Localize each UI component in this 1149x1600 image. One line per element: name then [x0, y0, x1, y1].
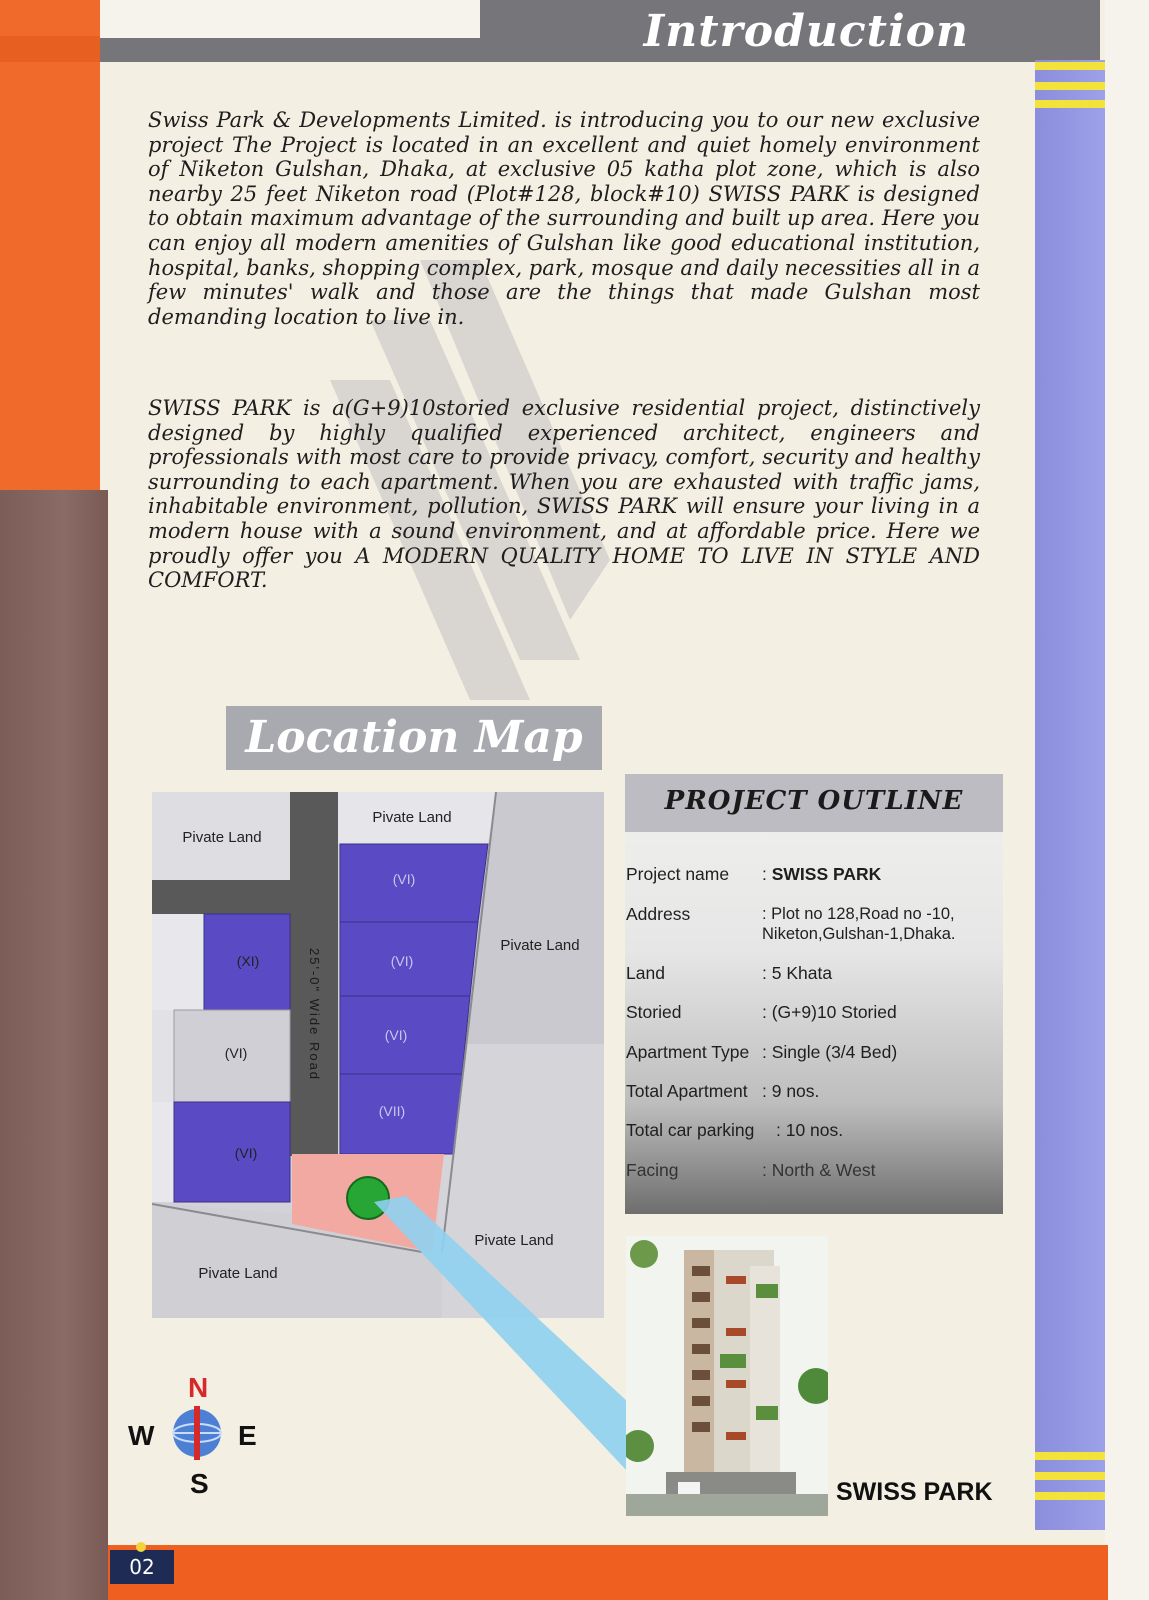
building-image	[626, 1236, 828, 1516]
land-parcel	[152, 1102, 174, 1202]
building-illustration	[626, 1236, 828, 1516]
outline-value: : 10 nos.	[776, 1120, 844, 1140]
header-orange-strip	[0, 36, 100, 62]
road-label: 25'-0" Wide Road	[307, 948, 322, 1082]
map-label: (VI)	[390, 953, 414, 969]
land-parcel	[152, 1010, 174, 1102]
map-label: (VI)	[392, 871, 416, 887]
yellow-stripe	[1035, 82, 1105, 90]
outline-value: : Plot no 128,Road no -10, Niketon,Gulshan-1,Dhaka.	[762, 905, 956, 943]
yellow-stripe	[1035, 1492, 1105, 1500]
outline-value: : SWISS PARK	[762, 864, 882, 884]
page-title: Introduction	[643, 6, 969, 57]
right-blue-band	[1035, 60, 1105, 1530]
location-map-title: Location Map	[226, 706, 602, 770]
outline-value: : North & West	[762, 1160, 876, 1180]
map-label: Pivate Land	[372, 809, 452, 826]
outline-value: : (G+9)10 Storied	[762, 1002, 897, 1022]
yellow-stripe	[1035, 1452, 1105, 1460]
page-number: 02	[110, 1550, 174, 1584]
left-orange-band	[0, 0, 100, 490]
outline-key: Total car parking	[626, 1120, 755, 1140]
outline-key: Apartment Type	[626, 1042, 750, 1062]
intro-paragraph-2: SWISS PARK is a(G+9)10storied exclusive residential project, distinctively designed by highly qualified experienced architect, engineers and professionals with most care to provide privacy, comfort, security and healthy surrounding to each apartment. When you are exhausted with traffic jams, inhabitable environment, pollution, SWISS PARK will ensure your living in a modern house with a sound environment, and at affordable price. Here we proudly offer you A MODERN QUALITY HOME TO LIVE IN STYLE AND COMFORT.	[148, 396, 980, 593]
map-label: Pivate Land	[182, 829, 262, 846]
map-label: Pivate Land	[198, 1265, 278, 1282]
map-label: (VII)	[378, 1103, 406, 1119]
yellow-stripe	[1035, 100, 1105, 108]
compass-east: E	[238, 1420, 257, 1451]
building-caption: SWISS PARK	[836, 1478, 993, 1506]
map-label: (VI)	[224, 1045, 248, 1061]
outline-value: : 5 Khata	[762, 963, 833, 983]
map-label: Pivate Land	[500, 937, 580, 954]
outline-key: Total Apartment	[626, 1081, 748, 1101]
page-right-margin	[1105, 0, 1149, 1600]
pointer-beam	[370, 1190, 632, 1480]
left-brown-band	[0, 490, 108, 1600]
project-outline-title: PROJECT OUTLINE	[664, 786, 964, 816]
map-label: (XI)	[236, 953, 260, 969]
yellow-stripe	[1035, 62, 1105, 70]
intro-paragraph-1: Swiss Park & Developments Limited. is introducing you to our new exclusive project The Project is located in an excellent and quiet homely environment of Niketon Gulshan, Dhaka, at exclusive 05 katha plot zone, which is also nearby 25 feet Niketon road (Plot#128, block#10) SWISS PARK is designed to obtain maximum advantage of the surrounding and built up area. Here you can enjoy all modern amenities of Gulshan like good educational institution, hospital, banks, shopping complex, park, mosque and daily necessities all in a few minutes' walk and those are the things that made Gulshan most demanding location to live in.	[148, 108, 980, 329]
map-label: Pivate Land	[474, 1232, 554, 1249]
map-label: (VI)	[234, 1145, 258, 1161]
outline-value: : 9 nos.	[762, 1081, 820, 1101]
project-outline-panel	[625, 774, 1003, 1214]
land-parcel	[152, 914, 204, 1010]
outline-key: Land	[626, 963, 665, 983]
page-number-dot	[136, 1542, 146, 1552]
compass-rose	[128, 1372, 268, 1500]
header-white-block	[100, 0, 480, 38]
outline-key: Facing	[626, 1160, 679, 1180]
footer-band	[108, 1545, 1108, 1600]
compass-south: S	[190, 1468, 209, 1499]
compass-west: W	[128, 1420, 155, 1451]
outline-value: : Single (3/4 Bed)	[762, 1042, 898, 1062]
plot-purple	[174, 1102, 290, 1202]
globe-icon	[170, 1406, 224, 1460]
outline-key: Address	[626, 904, 691, 924]
compass-north: N	[188, 1372, 209, 1403]
outline-key: Project name	[626, 864, 730, 884]
outline-key: Storied	[626, 1002, 682, 1022]
map-label: (VI)	[384, 1027, 408, 1043]
yellow-stripe	[1035, 1472, 1105, 1480]
